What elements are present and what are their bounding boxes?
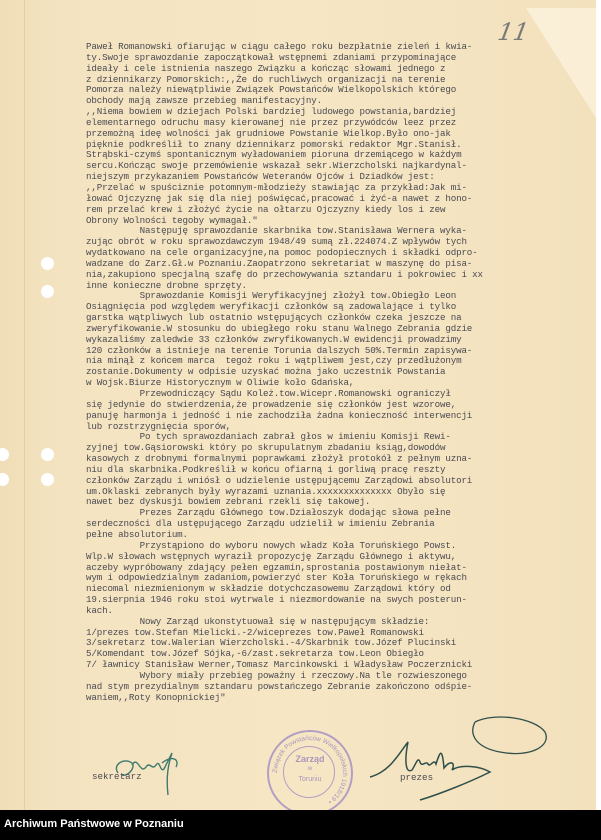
- text-line: zostanie.Dokumenty w odpisie uzyskać można jako uczestnik Powstania: [86, 366, 446, 378]
- text-line: Po tych sprawozdaniach zabrał głos w imieniu Komisji Rewi-: [86, 431, 451, 443]
- text-line: kasowych z drobnymi formalnymi poprawkami złożył protokół z pełnym uzna-: [86, 453, 473, 465]
- text-line: w Wojsk.Biurze Historycznym w Oliwie koło Gdańska,: [86, 377, 355, 389]
- text-line: ty.Swoje sprawozdanie zapoczątkował wstępnemi zdaniami przypominające: [86, 51, 457, 63]
- text-line: nia minął z końcem marca tegoż roku i wątpliwem jest,czy przedłużonym: [86, 355, 462, 367]
- text-line: garstka wątpliwych lub ostatnio wstępujących członków czeka jeszcze na: [86, 312, 462, 324]
- text-line: nad stym prezydialnym sztandaru powstańczego Zebranie zakończono odśpie-: [86, 680, 473, 692]
- typewritten-text: [86, 42, 596, 703]
- text-line: kach.: [86, 604, 113, 616]
- text-line: 3/sekretarz tow.Walerian Wierzcholski.-4/Skarbnik tow.Józef Plucinski: [86, 637, 457, 649]
- page-number: 11: [495, 18, 532, 46]
- text-line: pięknie podkreślił to znany dziennikarz pomorski redaktor Mgr.Stanisł.: [86, 138, 462, 150]
- text-line: nawet bez dyskusji bowiem zebrani rzekli się takowej.: [86, 496, 371, 508]
- punch-hole: [41, 257, 54, 270]
- text-line: wydatkowano na cele organizacyjne,na pomoc podopiecznych i składki odpro-: [86, 247, 478, 259]
- text-line: przemożną ideę wolności jak grudniowe Powstanie Wielkop.Było ono-jak: [86, 127, 451, 139]
- text-line: wym i odpowiedzialnym zadaniom,powierzyć ster Koła Toruńskiego w rękach: [86, 572, 467, 584]
- text-line: um.Oklaski zebranych były wyrazami uznania.xxxxxxxxxxxxxx Obyło się: [86, 485, 446, 497]
- text-line: wadzane do Zarz.Gł.w Poznaniu.Zaopatrzono sekretariat w maszynę do pisa-: [86, 257, 473, 269]
- text-line: Wybory miały przebieg poważny i rzeczowy.Na tle rozwieszonego: [86, 669, 467, 681]
- text-line: Nowy Zarząd ukonstytuował się w następującym składzie:: [86, 615, 430, 627]
- text-line: ,,Przelać w spuściznie potomnym-młodzieży stawiając za przykład:Jak mi-: [86, 181, 467, 193]
- text-line: Prezes Zarządu Głównego tow.Działoszyk dodając słowa pełne: [86, 507, 451, 519]
- text-line: się jedynie do stwierdzenia,że prowadzenie się członków jest wzorowe,: [86, 398, 457, 410]
- text-line: obchody mają zawsze przebieg manifestacyjny.: [86, 95, 322, 107]
- text-line: Obrony Wolności tegoby wymagał.": [86, 214, 258, 226]
- text-line: panuję harmonja i jedność i nie zachodziła żadna konieczność interwencji: [86, 409, 473, 421]
- text-line: niecomal niezmienionym w składzie dotychczasowemu Zarządowi który od: [86, 583, 451, 595]
- official-stamp: [267, 730, 353, 810]
- text-line: Przewodniczący Sądu Koleż.tow.Wicepr.Romanowski ograniczył: [86, 388, 451, 399]
- text-line: inne konieczne drobne sprzęty.: [86, 279, 247, 291]
- text-line: serdeczności dla ustępującego Zarządu udzielił w imieniu Zebrania: [86, 518, 435, 530]
- text-line: Pomorza należy niewątpliwie Związek Powstańców Wielkopolskich którego: [86, 84, 457, 96]
- text-line: niu dla skarbnika.Podkreślił w końcu ofiarną i gorliwą pracę reszty: [86, 463, 446, 475]
- archive-footer-bar: [0, 810, 601, 840]
- punch-hole: [41, 473, 54, 486]
- text-line: 7/ ławnicy Stanisław Werner,Tomasz Marcinkowski i Władysław Poczerznicki: [86, 659, 473, 671]
- text-line: elementarnego odruchu masy kierowanej nie przez przywódców leez przez: [86, 116, 457, 128]
- fold-line: [24, 0, 25, 810]
- text-line: członków Zarządu i wniósł o udzielenie ustępującemu Zarządowi absolutori: [86, 474, 473, 486]
- svg-text:Związek Powstańców Wielkopolsk: Związek Powstańców Wielkopolskich 1918/19 •: [271, 734, 349, 806]
- text-line: łować Ojczyznę jak się dla niej poświęcać,pracować i żyć-a nawet z hono-: [86, 192, 473, 204]
- punch-hole: [41, 448, 54, 461]
- text-line: z dziennikarzy Pomorskich:,,Że do ruchliwych organizacji na terenie: [86, 73, 446, 85]
- stamp-line-2: w: [307, 766, 313, 772]
- text-line: ,,Niema bowiem w dziejach Polski bardziej ludowego powstania,bardziej: [86, 106, 457, 118]
- text-line: Strąbski-czymś spontanicznym wyładowaniem pioruna drzemiącego w każdym: [86, 149, 462, 161]
- text-line: sercu.Kończąc swoje przemówienie wskazał sekr.Wierzcholski najkardynal-: [86, 160, 467, 172]
- signature-secretary: [110, 735, 190, 805]
- secretary-label: sekretarz: [92, 771, 142, 782]
- punch-hole: [0, 473, 9, 486]
- text-line: 120 członków a istnieje na terenie Torunia dalszych 50%.Termin zapisywa-: [86, 344, 473, 356]
- text-line: lub rozstrzygnięcia sporów,: [86, 420, 231, 432]
- text-line: Sprawozdanie Komisji Weryfikacyjnej złożył tow.Obiegło Leon: [86, 290, 457, 302]
- stamp-line-3: Toruniu: [298, 776, 322, 783]
- text-line: zyjnej tow.Gąsiorowski który po skrupulatnym zbadaniu ksiąg,dowodów: [86, 442, 446, 454]
- punch-hole: [41, 285, 54, 298]
- text-line: Następuję sprawozdanie skarbnika tow.Stanisława Wernera wyka-: [86, 225, 467, 237]
- page-edge: [596, 0, 601, 810]
- text-line: nia,zakupiono specjalną szafę do przechowywania sztandaru i pokrowiec i xx: [86, 268, 483, 280]
- text-line: Paweł Romanowski ofiarując w ciągu całego roku bezpłatnie zieleń i kwia-: [86, 41, 473, 52]
- text-line: zując obrót w roku sprawozdawczym 1948/49 sumą zł.224074.Z wpływów tych: [86, 236, 467, 248]
- text-line: 1/prezes tow.Stefan Mielicki.-2/wiceprezes tow.Paweł Romanowski: [86, 626, 424, 638]
- president-label: prezes: [400, 772, 434, 783]
- text-line: 19.sierpnia 1946 roku stoi wytrwale i niezmordowanie na swych posterun-: [86, 594, 467, 606]
- text-line: ideały i cele istnienia naszego Związku a kończąc słowami jednego z: [86, 62, 446, 74]
- text-line: Osiągnięcia pod względem weryfikacji członków są zadowalające i tylko: [86, 301, 457, 313]
- archive-name: Archiwum Państwowe w Poznaniu: [4, 818, 184, 830]
- text-line: rem przelać krew i złożyć życie na ołtarzu Ojczyzny kiedy los i zew: [86, 203, 446, 215]
- signature-president: [360, 712, 560, 810]
- text-line: pełne absolutorium.: [86, 528, 188, 540]
- text-line: wykazaliśmy zaledwie 33 członków zwryfikowanych.W ewidencji prowadzimy: [86, 333, 462, 345]
- text-line: 5/Komendant tow.Józef Sójka,-6/zast.sekretarza tow.Leon Obiegło: [86, 648, 424, 660]
- stamp-line-1: Zarząd: [295, 754, 325, 764]
- text-line: niejszym przykazaniem Powstańców Weteranów Ojców i Dziadków jest:: [86, 171, 435, 183]
- text-line: Wlp.W słowach wstępnych wyraził propozycję Zarządu Głównego i aktywu,: [86, 550, 457, 562]
- punch-hole: [0, 448, 9, 461]
- text-line: Przystąpiono do wyboru nowych władz Koła Toruńskiego Powst.: [86, 539, 457, 551]
- text-line: aczeby wypróbowany zdający pełen egzamin,sprostania postawionym niełat-: [86, 561, 467, 573]
- text-line: waniem,,Roty Konopnickiej": [86, 691, 226, 703]
- text-line: zweryfikowanie.W stosunku do ubiegłego roku stanu Walnego Zebrania gdzie: [86, 322, 473, 334]
